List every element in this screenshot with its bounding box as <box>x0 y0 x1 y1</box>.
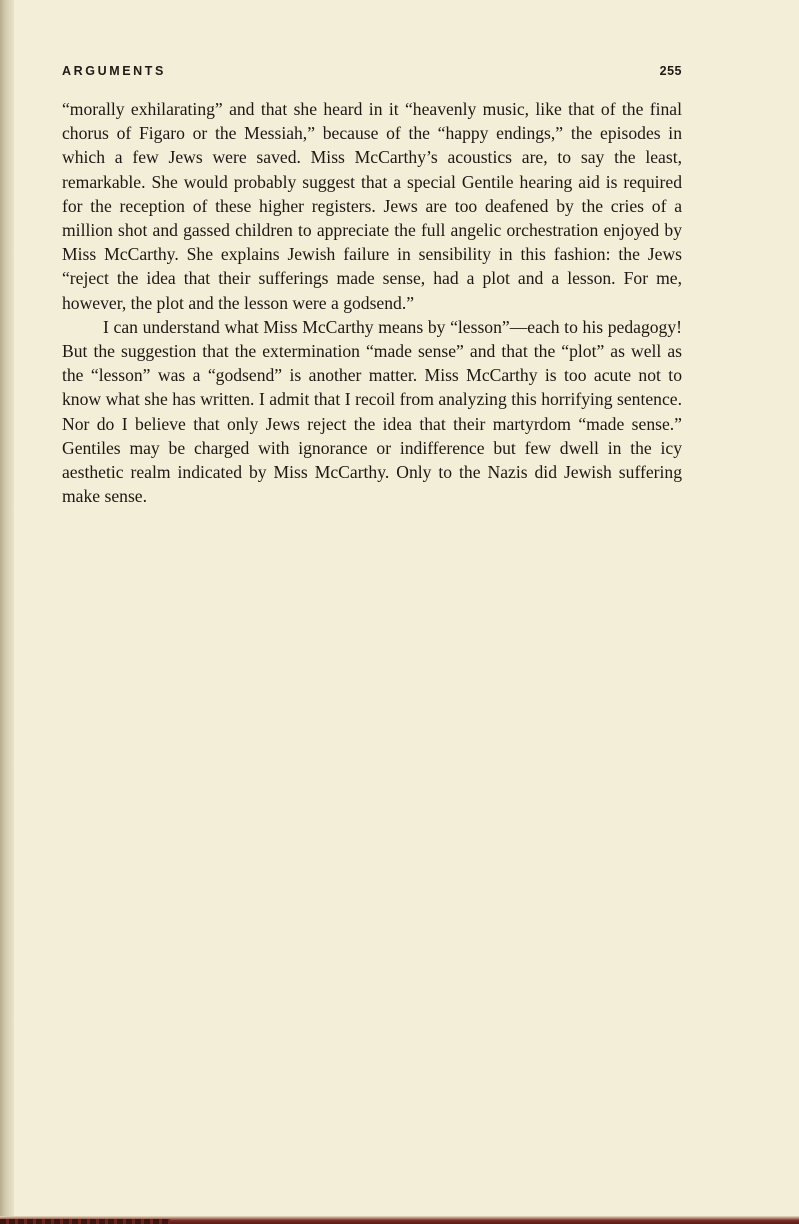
paragraph-continued: “morally exhilarating” and that she heard in it “heavenly music, like that of the final chorus of Figaro or the Messiah,” because of the “happy endings,” the episodes in which a few Jews were saved. Miss McCarthy’s acoustics are, to say the least, remarkable. She would probably suggest that a special Gentile hearing aid is required for the reception of these higher registers. Jews are too deafened by the cries of a million shot and gassed children to appreciate the full angelic orchestration enjoyed by Miss McCarthy. She explains Jewish failure in sensibility in this fashion: the Jews “reject the idea that their sufferings made sense, had a plot and a lesson. For me, however, the plot and the lesson were a godsend.” <box>62 99 682 313</box>
running-title: ARGUMENTS <box>62 64 166 78</box>
paragraph: I can understand what Miss McCarthy means by “lesson”—each to his pedagogy! But the suggestion that the extermination “made sense” and that the “plot” as well as the “lesson” was a “godsend” is another matter. Miss McCarthy is too acute not to know what she has written. I admit that I recoil from analyzing this horrifying sentence. Nor do I believe that only Jews reject the idea that their martyrdom “made sense.” Gentiles may be charged with ignorance or indifference but few dwell in the icy aesthetic realm indicated by Miss McCarthy. Only to the Nazis did Jewish suffering make sense. <box>62 316 682 507</box>
page-number: 255 <box>659 64 682 78</box>
worn-edge-mark <box>0 1219 170 1224</box>
running-header <box>62 64 682 84</box>
page-bottom-edge <box>0 1216 799 1224</box>
page-binding-edge <box>0 0 14 1224</box>
body-text <box>62 97 682 508</box>
